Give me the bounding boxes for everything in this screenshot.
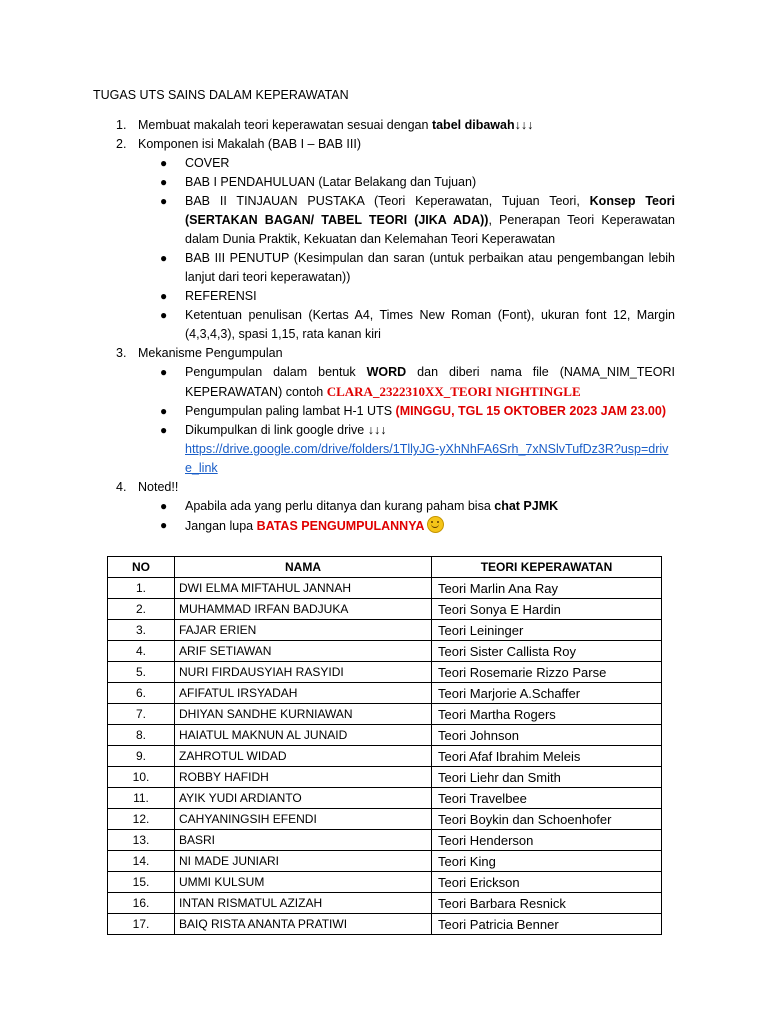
bullet-deadline: ● Pengumpulan paling lambat H-1 UTS (MINGGU, TGL 15 OKTOBER 2023 JAM 23.00) [138, 402, 675, 421]
header-nama: NAMA [175, 557, 432, 578]
row-number: 14. [108, 851, 175, 872]
student-name: AYIK YUDI ARDIANTO [175, 788, 432, 809]
row-number: 17. [108, 914, 175, 935]
nursing-theory: Teori Marjorie A.Schaffer [432, 683, 662, 704]
item-bold-text: tabel dibawah [431, 118, 515, 132]
nursing-theory: Teori Sonya E Hardin [432, 599, 662, 620]
table-row [108, 683, 662, 704]
nursing-theory: Teori Rosemarie Rizzo Parse [432, 662, 662, 683]
student-name: ZAHROTUL WIDAD [175, 746, 432, 767]
row-number: 10. [108, 767, 175, 788]
table-row [108, 872, 662, 893]
table-row [108, 893, 662, 914]
bullet-deadline-reminder: ● Jangan lupa BATAS PENGUMPULANNYA [138, 516, 675, 536]
student-name: HAIATUL MAKNUN AL JUNAID [175, 725, 432, 746]
bullet-ketentuan: ● Ketentuan penulisan (Kertas A4, Times New Roman (Font), ukuran font 12, Margin (4,3,4,3), spasi 1,15, rata kanan kiri [160, 308, 675, 341]
item-text: Mekanisme Pengumpulan [138, 346, 283, 360]
nursing-theory: Teori Johnson [432, 725, 662, 746]
row-number: 9. [108, 746, 175, 767]
student-name: DHIYAN SANDHE KURNIAWAN [175, 704, 432, 725]
nursing-theory: Teori King [432, 851, 662, 872]
row-number: 15. [108, 872, 175, 893]
table-row [108, 704, 662, 725]
bullet-cover: ● COVER [138, 154, 675, 173]
row-number: 3. [108, 620, 175, 641]
nursing-theory: Teori Marlin Ana Ray [432, 578, 662, 599]
row-number: 11. [108, 788, 175, 809]
student-name: AFIFATUL IRSYADAH [175, 683, 432, 704]
instruction-item-4 [0, 478, 675, 536]
bullet-icon: ● [160, 251, 168, 265]
student-name: INTAN RISMATUL AZIZAH [175, 893, 432, 914]
table-row [108, 809, 662, 830]
bullet-icon: ● [160, 308, 168, 322]
page-title: TUGAS UTS SAINS DALAM KEPERAWATAN [93, 88, 349, 102]
table-row [108, 641, 662, 662]
row-number: 16. [108, 893, 175, 914]
bullet-bab2: ● BAB II TINJAUAN PUSTAKA (Teori Keperawatan, Tujuan Teori, Konsep Teori (SERTAKAN BAGAN/ TABEL TEORI (JIKA ADA)), Penerapan Teori Keperawatan dalam Dunia Praktik, Kekuatan dan Kelemahan Teori Keperawatan [160, 194, 675, 246]
table-row [108, 725, 662, 746]
nursing-theory: Teori Afaf Ibrahim Meleis [432, 746, 662, 767]
nursing-theory: Teori Barbara Resnick [432, 893, 662, 914]
student-name: BAIQ RISTA ANANTA PRATIWI [175, 914, 432, 935]
table-header-row [108, 557, 662, 578]
bullet-icon: ● [160, 365, 168, 379]
header-no: NO [108, 557, 175, 578]
bullet-icon: ● [160, 175, 168, 189]
student-name: BASRI [175, 830, 432, 851]
table-row [108, 788, 662, 809]
bullet-referensi: ● REFERENSI [138, 287, 675, 306]
bullet-bab3: ● BAB III PENUTUP (Kesimpulan dan saran (untuk perbaikan atau pengembangan lebih lanjut dari teori keperawatan)) [160, 251, 675, 284]
bullet-icon: ● [160, 156, 168, 170]
bullet-icon: ● [160, 404, 168, 418]
filename-example: CLARA_2322310XX_TEORI NIGHTINGLE [326, 384, 581, 399]
table-row [108, 578, 662, 599]
student-name: NURI FIRDAUSYIAH RASYIDI [175, 662, 432, 683]
nursing-theory: Teori Sister Callista Roy [432, 641, 662, 662]
item-number: 1. [116, 118, 127, 132]
row-number: 6. [108, 683, 175, 704]
item-number: 2. [116, 137, 127, 151]
bullet-icon: ● [160, 518, 168, 532]
bullet-icon: ● [160, 194, 168, 208]
instruction-item-1 [0, 116, 675, 135]
item-text: Noted!! [138, 480, 179, 494]
instruction-item-3 [0, 344, 675, 478]
nursing-theory: Teori Patricia Benner [432, 914, 662, 935]
bullet-drive-link: ● Dikumpulkan di link google drive ↓↓↓ https://drive.google.com/drive/folders/1TllyJG-yXhNhFA6Srh_7xNSlvTufDz3R?usp=drive_link [160, 423, 669, 475]
nursing-theory: Teori Travelbee [432, 788, 662, 809]
student-name: ARIF SETIAWAN [175, 641, 432, 662]
bullet-icon: ● [160, 289, 168, 303]
nursing-theory: Teori Henderson [432, 830, 662, 851]
bullet-icon: ● [160, 499, 168, 513]
row-number: 12. [108, 809, 175, 830]
student-name: DWI ELMA MIFTAHUL JANNAH [175, 578, 432, 599]
student-name: MUHAMMAD IRFAN BADJUKA [175, 599, 432, 620]
table-row [108, 767, 662, 788]
nursing-theory: Teori Erickson [432, 872, 662, 893]
arrows: ↓↓↓ [514, 118, 534, 132]
assignment-table [107, 556, 662, 935]
student-name: NI MADE JUNIARI [175, 851, 432, 872]
deadline-text: (MINGGU, TGL 15 OKTOBER 2023 JAM 23.00) [395, 404, 666, 418]
bullet-bab1: ● BAB I PENDAHULUAN (Latar Belakang dan Tujuan) [138, 173, 675, 192]
student-name: CAHYANINGSIH EFENDI [175, 809, 432, 830]
submission-bullets [138, 363, 675, 478]
row-number: 5. [108, 662, 175, 683]
nursing-theory: Teori Boykin dan Schoenhofer [432, 809, 662, 830]
item-number: 4. [116, 480, 127, 494]
header-teori: TEORI KEPERAWATAN [432, 557, 662, 578]
component-bullets [138, 154, 675, 344]
nursing-theory: Teori Liehr dan Smith [432, 767, 662, 788]
instruction-item-2 [0, 135, 675, 344]
instruction-list [0, 116, 768, 536]
student-name: UMMI KULSUM [175, 872, 432, 893]
table-body [108, 578, 662, 935]
table-row [108, 599, 662, 620]
row-number: 7. [108, 704, 175, 725]
row-number: 1. [108, 578, 175, 599]
row-number: 13. [108, 830, 175, 851]
noted-bullets [138, 497, 675, 536]
table-row [108, 851, 662, 872]
nursing-theory: Teori Leininger [432, 620, 662, 641]
student-name: ROBBY HAFIDH [175, 767, 432, 788]
row-number: 4. [108, 641, 175, 662]
table-row [108, 914, 662, 935]
table-row [108, 662, 662, 683]
item-text: Komponen isi Makalah (BAB I – BAB III) [138, 137, 362, 151]
item-text: Membuat makalah teori keperawatan sesuai dengan [138, 118, 432, 132]
row-number: 2. [108, 599, 175, 620]
bullet-icon: ● [160, 423, 168, 437]
bullet-format: ● Pengumpulan dalam bentuk WORD dan diberi nama file (NAMA_NIM_TEORI KEPERAWATAN) contoh CLARA_2322310XX_TEORI NIGHTINGLE [160, 365, 675, 399]
student-name: FAJAR ERIEN [175, 620, 432, 641]
nursing-theory: Teori Martha Rogers [432, 704, 662, 725]
bullet-ask-pjmk: ● Apabila ada yang perlu ditanya dan kurang paham bisa chat PJMK [138, 497, 675, 516]
table-row [108, 746, 662, 767]
row-number: 8. [108, 725, 175, 746]
smiley-face-icon [427, 516, 444, 533]
table-row [108, 620, 662, 641]
google-drive-link[interactable]: https://drive.google.com/drive/folders/1TllyJG-yXhNhFA6Srh_7xNSlvTufDz3R?usp=drive_link [185, 442, 669, 475]
item-number: 3. [116, 346, 127, 360]
table-row [108, 830, 662, 851]
